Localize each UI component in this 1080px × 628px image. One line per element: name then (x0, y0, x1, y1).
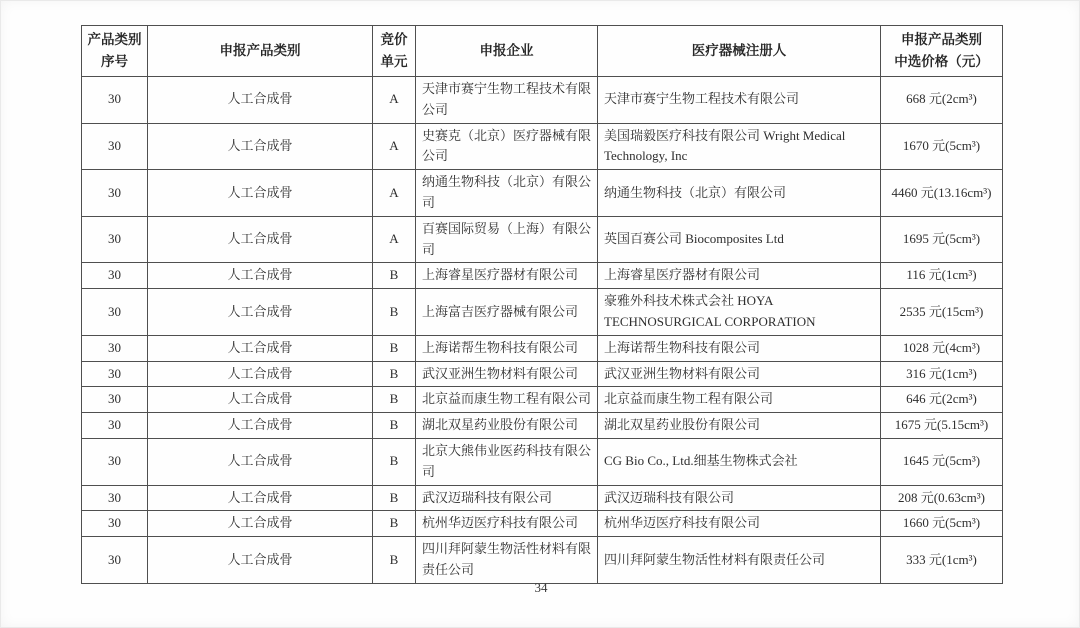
cell-registrant: 武汉亚洲生物材料有限公司 (598, 361, 881, 387)
cell-category: 人工合成骨 (148, 413, 373, 439)
cell-registrant: 上海诺帮生物科技有限公司 (598, 335, 881, 361)
cell-price: 208 元(0.63cm³) (881, 485, 1003, 511)
cell-enterprise: 湖北双星药业股份有限公司 (416, 413, 598, 439)
table-row (82, 537, 1003, 584)
table-row (82, 77, 1003, 124)
cell-category: 人工合成骨 (148, 387, 373, 413)
cell-bid-unit: A (373, 123, 416, 170)
cell-enterprise: 天津市赛宁生物工程技术有限公司 (416, 77, 598, 124)
table-row (82, 438, 1003, 485)
cell-price: 333 元(1cm³) (881, 537, 1003, 584)
cell-bid-unit: B (373, 335, 416, 361)
cell-bid-unit: B (373, 413, 416, 439)
cell-bid-unit: B (373, 438, 416, 485)
table-row (82, 413, 1003, 439)
column-header-registrant (598, 26, 881, 77)
cell-enterprise: 史赛克（北京）医疗器械有限公司 (416, 123, 598, 170)
cell-bid-unit: B (373, 387, 416, 413)
header-text: 申报产品类别 (219, 43, 301, 59)
column-header-product-category (148, 26, 373, 77)
table-row (82, 216, 1003, 263)
table-row (82, 511, 1003, 537)
cell-price: 1645 元(5cm³) (881, 438, 1003, 485)
cell-bid-unit: A (373, 216, 416, 263)
table-row (82, 289, 1003, 336)
cell-enterprise: 上海富吉医疗器械有限公司 (416, 289, 598, 336)
cell-category: 人工合成骨 (148, 170, 373, 217)
cell-price: 1670 元(5cm³) (881, 123, 1003, 170)
cell-bid-unit: A (373, 170, 416, 217)
cell-registrant: 北京益而康生物工程有限公司 (598, 387, 881, 413)
cell-enterprise: 武汉迈瑞科技有限公司 (416, 485, 598, 511)
cell-price: 668 元(2cm³) (881, 77, 1003, 124)
cell-registrant: 豪雅外科技术株式会社 HOYA TECHNOSURGICAL CORPORATION (598, 289, 881, 336)
cell-enterprise: 武汉亚洲生物材料有限公司 (416, 361, 598, 387)
cell-registrant: 英国百赛公司 Biocomposites Ltd (598, 216, 881, 263)
table-row (82, 361, 1003, 387)
cell-price: 1028 元(4cm³) (881, 335, 1003, 361)
cell-bid-unit: B (373, 263, 416, 289)
cell-price: 646 元(2cm³) (881, 387, 1003, 413)
cell-seq: 30 (82, 77, 148, 124)
table-row (82, 335, 1003, 361)
cell-seq: 30 (82, 123, 148, 170)
cell-category: 人工合成骨 (148, 263, 373, 289)
cell-registrant: 天津市赛宁生物工程技术有限公司 (598, 77, 881, 124)
table-row (82, 170, 1003, 217)
cell-category: 人工合成骨 (148, 485, 373, 511)
cell-category: 人工合成骨 (148, 537, 373, 584)
header-text: 申报企业 (479, 43, 534, 59)
cell-seq: 30 (82, 537, 148, 584)
cell-category: 人工合成骨 (148, 438, 373, 485)
cell-seq: 30 (82, 361, 148, 387)
header-text: 产品类别 (87, 32, 142, 48)
cell-registrant: 纳通生物科技（北京）有限公司 (598, 170, 881, 217)
column-header-bid-unit (373, 26, 416, 77)
cell-category: 人工合成骨 (148, 77, 373, 124)
cell-bid-unit: A (373, 77, 416, 124)
cell-registrant: CG Bio Co., Ltd.细基生物株式会社 (598, 438, 881, 485)
cell-registrant: 上海睿星医疗器材有限公司 (598, 263, 881, 289)
header-text: 医疗器械注册人 (691, 43, 787, 59)
bid-results-table (81, 25, 1003, 584)
cell-category: 人工合成骨 (148, 511, 373, 537)
cell-price: 1695 元(5cm³) (881, 216, 1003, 263)
cell-seq: 30 (82, 438, 148, 485)
cell-price: 316 元(1cm³) (881, 361, 1003, 387)
table-header (82, 26, 1003, 77)
cell-category: 人工合成骨 (148, 289, 373, 336)
table-body (82, 77, 1003, 584)
header-text: 中选价格（元） (894, 54, 989, 69)
cell-seq: 30 (82, 216, 148, 263)
cell-bid-unit: B (373, 361, 416, 387)
cell-enterprise: 上海睿星医疗器材有限公司 (416, 263, 598, 289)
header-text: 申报产品类别 (901, 32, 982, 48)
cell-bid-unit: B (373, 511, 416, 537)
page-number: 34 (534, 580, 548, 595)
cell-enterprise: 上海诺帮生物科技有限公司 (416, 335, 598, 361)
cell-price: 4460 元(13.16cm³) (881, 170, 1003, 217)
cell-seq: 30 (82, 335, 148, 361)
cell-seq: 30 (82, 413, 148, 439)
cell-price: 1675 元(5.15cm³) (881, 413, 1003, 439)
cell-seq: 30 (82, 511, 148, 537)
cell-bid-unit: B (373, 537, 416, 584)
column-header-category-seq (82, 26, 148, 77)
cell-enterprise: 北京大熊伟业医药科技有限公司 (416, 438, 598, 485)
cell-bid-unit: B (373, 289, 416, 336)
cell-registrant: 四川拜阿蒙生物活性材料有限责任公司 (598, 537, 881, 584)
cell-enterprise: 四川拜阿蒙生物活性材料有限责任公司 (416, 537, 598, 584)
cell-price: 116 元(1cm³) (881, 263, 1003, 289)
cell-bid-unit: B (373, 485, 416, 511)
table-row (82, 485, 1003, 511)
cell-enterprise: 百赛国际贸易（上海）有限公司 (416, 216, 598, 263)
cell-registrant: 美国瑞毅医疗科技有限公司 Wright Medical Technology, Inc (598, 123, 881, 170)
column-header-enterprise (416, 26, 598, 77)
column-header-selected-price (881, 26, 1003, 77)
cell-enterprise: 纳通生物科技（北京）有限公司 (416, 170, 598, 217)
cell-price: 1660 元(5cm³) (881, 511, 1003, 537)
cell-category: 人工合成骨 (148, 335, 373, 361)
header-text: 竞价 (380, 32, 408, 48)
table-row (82, 263, 1003, 289)
header-row (82, 26, 1003, 77)
cell-price: 2535 元(15cm³) (881, 289, 1003, 336)
cell-category: 人工合成骨 (148, 123, 373, 170)
cell-seq: 30 (82, 387, 148, 413)
header-text: 单元 (380, 54, 408, 69)
cell-registrant: 武汉迈瑞科技有限公司 (598, 485, 881, 511)
cell-registrant: 杭州华迈医疗科技有限公司 (598, 511, 881, 537)
table-row (82, 123, 1003, 170)
cell-registrant: 湖北双星药业股份有限公司 (598, 413, 881, 439)
header-text: 序号 (101, 54, 128, 69)
cell-seq: 30 (82, 263, 148, 289)
cell-seq: 30 (82, 289, 148, 336)
cell-enterprise: 杭州华迈医疗科技有限公司 (416, 511, 598, 537)
cell-seq: 30 (82, 170, 148, 217)
cell-seq: 30 (82, 485, 148, 511)
cell-category: 人工合成骨 (148, 361, 373, 387)
cell-category: 人工合成骨 (148, 216, 373, 263)
cell-enterprise: 北京益而康生物工程有限公司 (416, 387, 598, 413)
table-row (82, 387, 1003, 413)
